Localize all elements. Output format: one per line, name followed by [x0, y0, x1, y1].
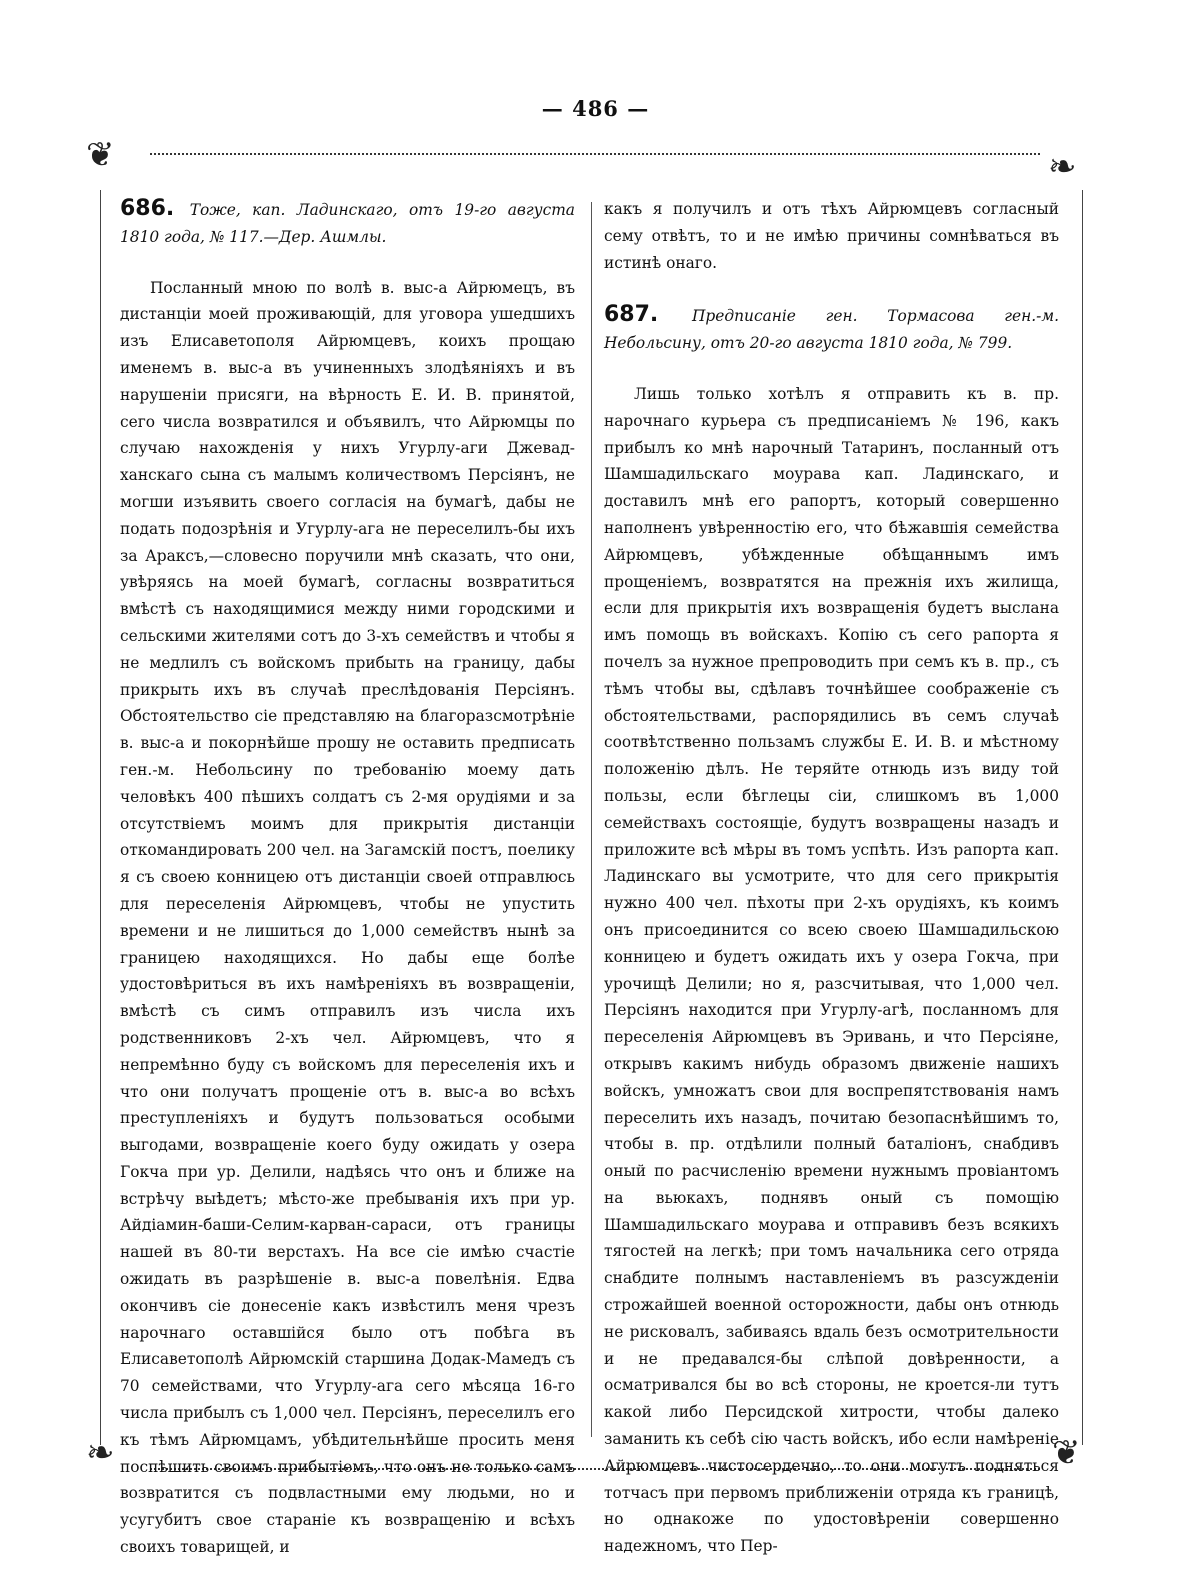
top-ornamental-rule	[150, 153, 1040, 155]
entry-heading	[604, 302, 1059, 357]
left-column	[120, 196, 575, 1561]
right-column	[604, 196, 1059, 1560]
left-border-rule	[100, 190, 101, 1445]
corner-ornament-icon: ❦	[86, 135, 115, 175]
column-divider	[591, 202, 592, 1437]
continuation-text: какъ я получилъ и отъ тѣхъ Айрюмцевъ согласный сему отвѣтъ, то и не имѣю причины сомнѣваться въ истинѣ онаго.	[604, 200, 1059, 272]
entry-title: Предписаніе ген. Тормасова ген.-м. Небольсину, отъ 20-го августа 1810 года, № 799.	[604, 307, 1059, 353]
entry-heading	[120, 196, 575, 251]
entry-number: 687.	[604, 302, 659, 328]
page-number: — 486 —	[541, 96, 650, 121]
entry-body: Лишь только хотѣлъ я отправить къ в. пр. нарочнаго курьера съ предписаніемъ № 196, какъ прибылъ ко мнѣ нарочный Татаринъ, посланный отъ Шамшадильскаго моурава кап. Ладинскаго, и доставилъ мнѣ его рапортъ, который совершенно наполненъ увѣренностію его, что бѣжавшія семейства Айрюмцевъ, убѣжденные обѣщаннымъ имъ прощеніемъ, возвратятся на прежнія ихъ жилища, если для прикрытія ихъ возвращенія будетъ выслана имъ помощь въ войскахъ. Копію съ сего рапорта я почелъ за нужное препроводить при семъ къ в. пр., съ тѣмъ чтобы вы, сдѣлавъ точнѣйшее соображеніе съ обстоятельствами, распорядились въ семъ случаѣ соотвѣтственно пользамъ службы Е. И. В. и мѣстному положенію дѣлъ. Не теряйте отнюдь изъ виду той пользы, если бѣглецы сіи, слишкомъ въ 1,000 семействахъ состоящіе, будутъ возвращены назадъ и приложите всѣ мѣры въ томъ успѣть. Изъ рапорта кап. Ладинскаго вы усмотрите, что для сего прикрытія нужно 400 чел. пѣхоты при 2-хъ орудіяхъ, къ коимъ онъ присоединится со всею своею Шамшадильскою конницею и будетъ ожидать ихъ у озера Гокча, при урочищѣ Делили; но я, разсчитывая, что 1,000 чел. Персіянъ находится при Угурлу-агѣ, посланномъ для переселенія Айрюмцевъ въ Эривань, и что Персіяне, открывъ какимъ нибудь образомъ движеніе нашихъ войскъ, умножатъ свои для воспрепятствованія намъ переселить ихъ назадъ, почитаю безопаснѣйшимъ то, чтобы в. пр. отдѣлили полный баталіонъ, снабдивъ оный по расчисленію времени нужнымъ провіантомъ на вьюкахъ, поднявъ оный съ помощію Шамшадильскаго моурава и отправивъ безъ всякихъ тягостей на легкѣ; при томъ начальника сего отряда снабдите полнымъ наставленіемъ въ разсужденіи строжайшей военной осторожности, дабы онъ отнюдь не рисковалъ, забиваясь вдаль безъ осмотрительности и не предавался-бы слѣпой довѣренности, а осматривался бы во всѣ стороны, не кроется-ли тутъ какой либо Персидской хитрости, чтобы далеко заманить къ себѣ сію часть войскъ, ибо если намѣреніе Айрюмцевъ чистосердечно, то они могутъ подняться тотчасъ при первомъ приближеніи отряда къ границѣ, но однакоже по удостовѣреніи совершенно надежномъ, что Пер-	[604, 384, 1059, 1556]
entry-title: Тоже, кап. Ладинскаго, отъ 19-го августа 1810 года, № 117.—Дер. Ашмлы.	[120, 201, 575, 246]
entry-number: 686.	[120, 196, 175, 221]
corner-ornament-icon: ❧	[86, 1433, 115, 1473]
entry-body: Посланный мною по волѣ в. выс-а Айрюмецъ, въ дистанціи моей проживающій, для уговора ушедшихъ изъ Елисаветополя Айрюмцевъ, коихъ прощаю именемъ в. выс-а въ учиненныхъ злодѣяніяхъ и въ нарушеніи присяги, на вѣрность Е. И. В. принятой, сего числа возвратился и объявилъ, что Айрюмцы по случаю нахожденія у нихъ Угурлу-аги Джевад-ханскаго сына съ малымъ количествомъ Персіянъ, не могши изъявить своего согласія на бумагѣ, дабы не подать подозрѣнія и Угурлу-ага не переселилъ-бы ихъ за Араксъ,—словесно поручили мнѣ сказать, что они, увѣряясь на моей бумагѣ, согласны возвратиться вмѣстѣ съ находящимися между ними городскими и сельскими жителями сотъ до 3-хъ семействъ и чтобы я не медлилъ съ войскомъ прибыть на границу, дабы прикрыть ихъ въ случаѣ преслѣдованія Персіянъ. Обстоятельство сіе представляю на благоразсмотрѣніе в. выс-а и покорнѣйше прошу не оставить предписать ген.-м. Небольсину по требованію моему дать человѣкъ 400 пѣшихъ солдатъ съ 2-мя орудіями и за отсутствіемъ моимъ для прикрытія дистанціи откомандировать 200 чел. на Загамскій постъ, поелику я съ своею конницею отъ дистанціи своей отправлюсь для переселенія Айрюмцевъ, чтобы не упустить времени и не лишиться до 1,000 семействъ нынѣ за границею находящихся. Но дабы еще болѣе удостовѣриться въ ихъ намѣреніяхъ въ возвращеніи, вмѣстѣ съ симъ отправилъ изъ числа ихъ родственниковъ 2-хъ чел. Айрюмцевъ, что я непремѣнно буду съ войскомъ для переселенія ихъ и что они получатъ прощеніе отъ в. выс-а во всѣхъ преступленіяхъ и будутъ пользоваться особыми выгодами, возвращеніе коего буду ожидать у озера Гокча при ур. Делили, надѣясь что онъ и ближе на встрѣчу выѣдетъ; мѣсто-же пребыванія ихъ при ур. Айдіамин-баши-Селим-карван-сараси, отъ границы нашей въ 80-ти верстахъ. На все сіе имѣю счастіе ожидать въ разрѣшеніе в. выс-а повелѣнія. Едва окончивъ сіе донесеніе какъ извѣстилъ меня чрезъ нарочнаго оставшійся было отъ побѣга въ Елисаветополѣ Айрюмскій старшина Додак-Мамедъ съ 70 семействами, что Угурлу-ага сего мѣсяца 16-го числа прибылъ съ 1,000 чел. Персіянъ, переселилъ его къ тѣмъ Айрюмцамъ, убѣдительнѣйше просить меня поспѣшить своимъ прибытіемъ, что онъ не только самъ возвратится съ подвластными ему людьми, но и усугубитъ свое стараніе къ возвращенію и всѣхъ своихъ товарищей, и	[120, 278, 575, 1557]
right-border-rule	[1082, 190, 1083, 1445]
corner-ornament-icon: ❦	[1052, 1433, 1081, 1473]
corner-ornament-icon: ❧	[1048, 147, 1077, 187]
